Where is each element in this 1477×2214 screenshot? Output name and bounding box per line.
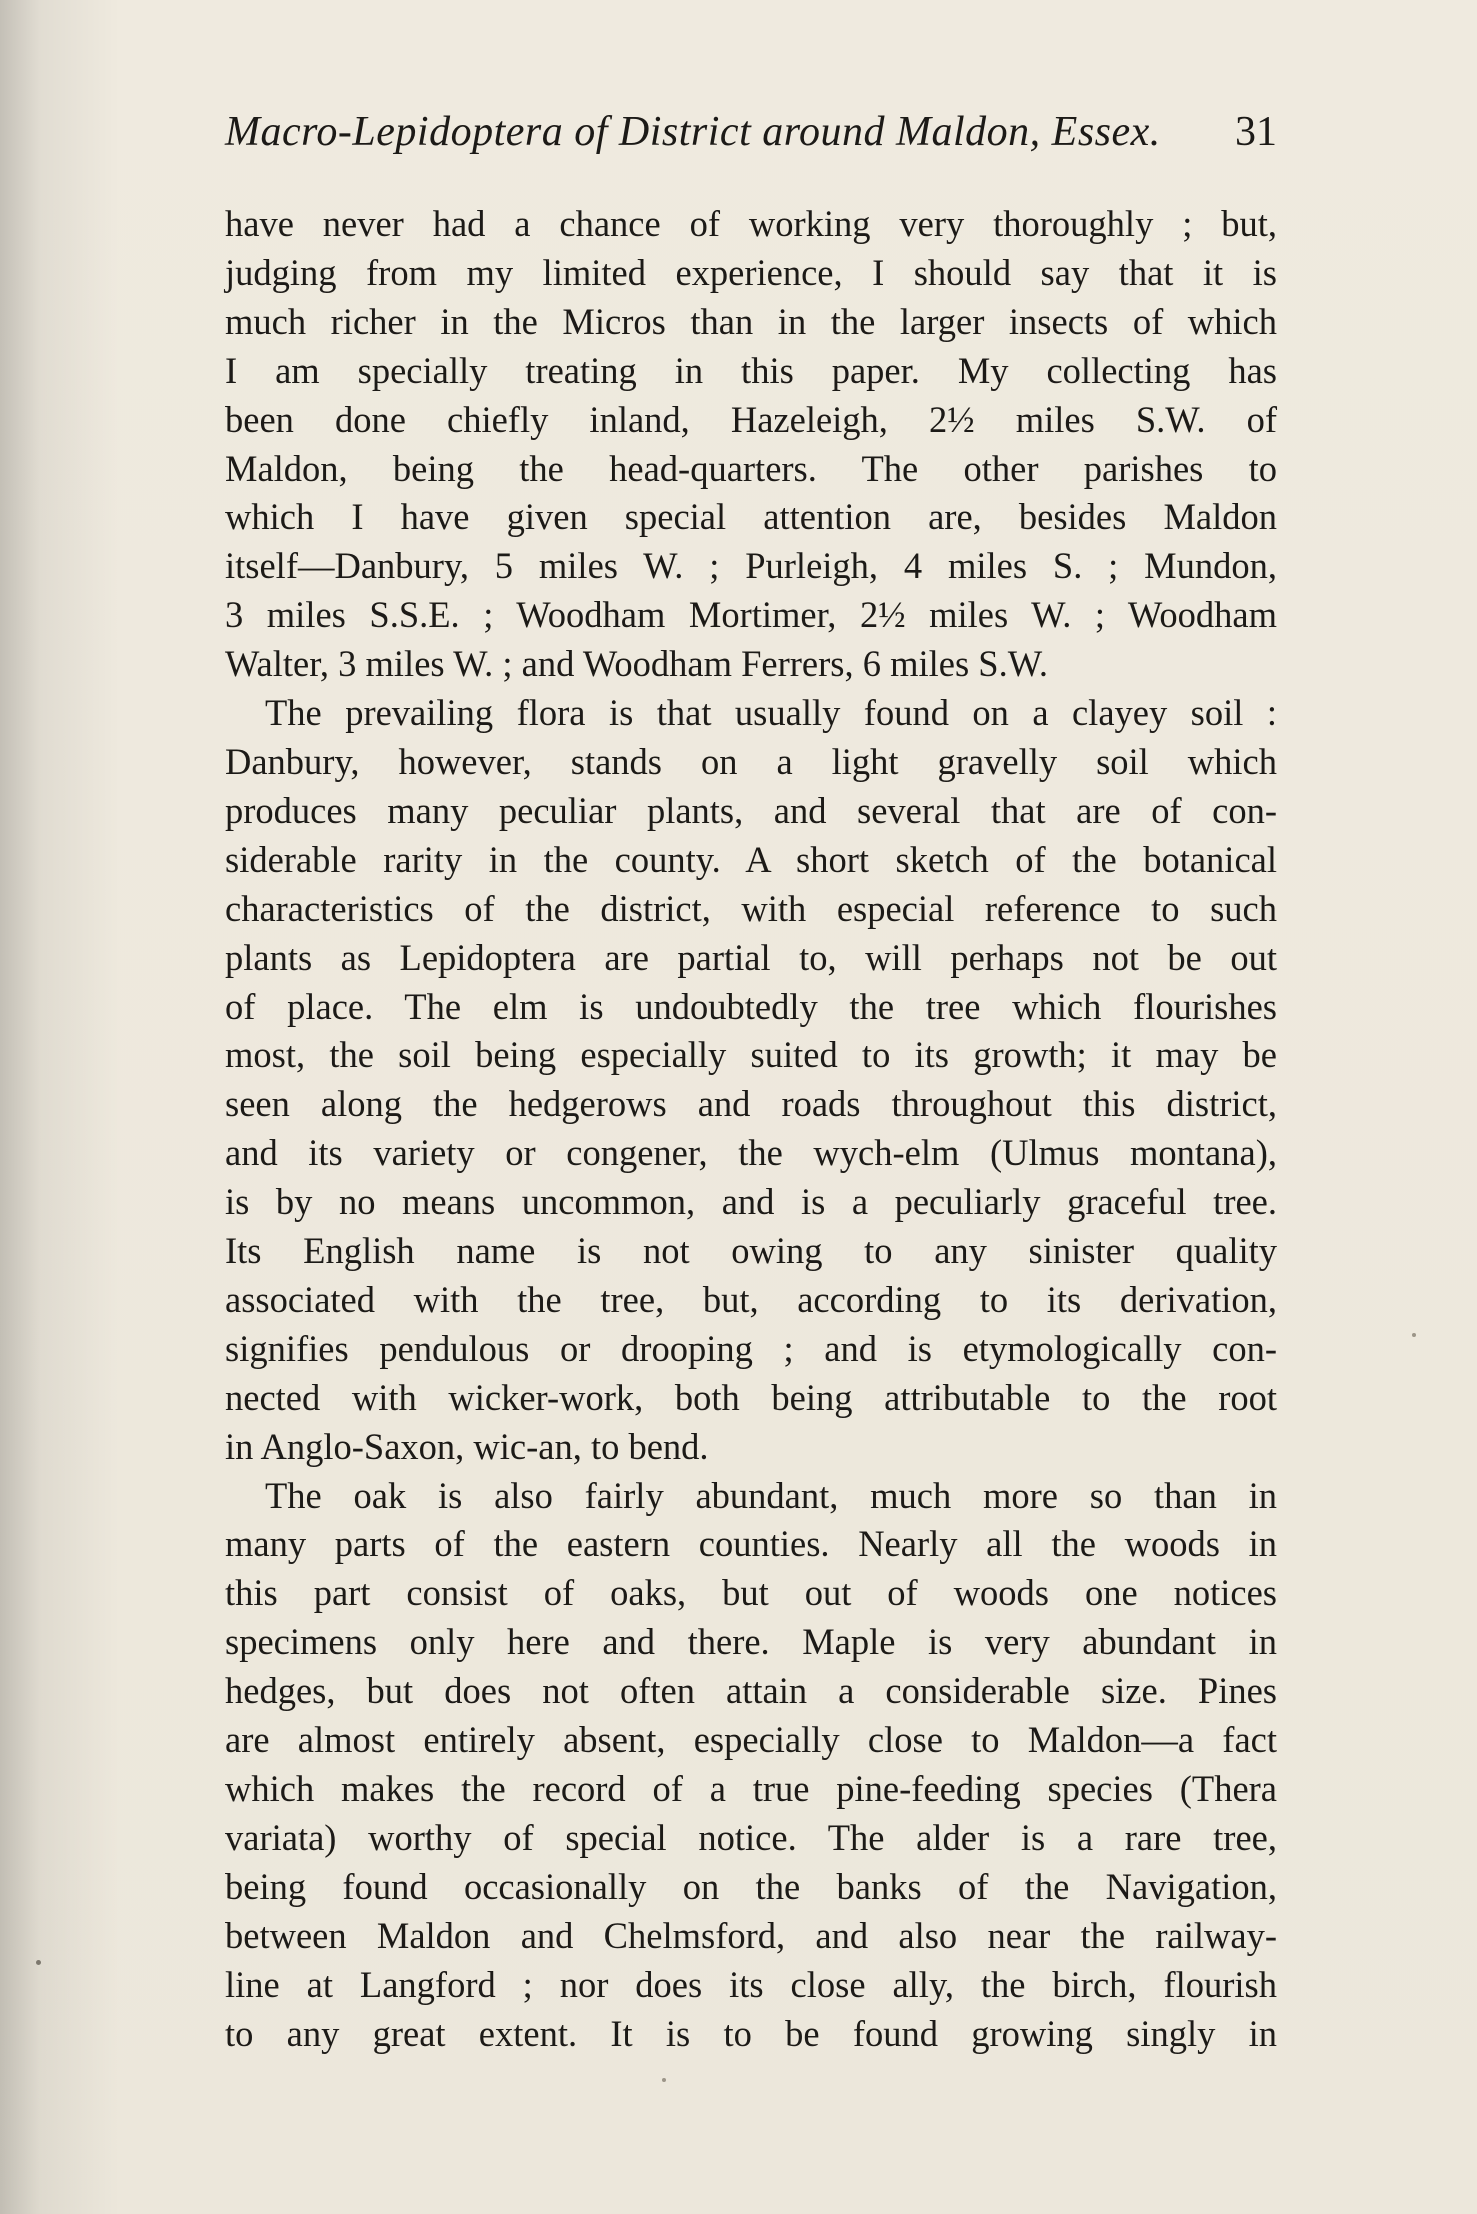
text-line: in Anglo-Saxon, wic-an, to bend. (225, 1425, 709, 1467)
text-line: characteristics of the district, with especial reference to such (225, 887, 1277, 929)
text-line: produces many peculiar plants, and several that are of con- (225, 789, 1277, 831)
text-line: plants as Lepidoptera are partial to, will perhaps not be out (225, 936, 1277, 978)
running-header (225, 108, 1277, 164)
text-line: between Maldon and Chelmsford, and also near the railway- (225, 1914, 1277, 1956)
text-line: hedges, but does not often attain a considerable size. Pines (225, 1670, 1277, 1712)
text-line: is by no means uncommon, and is a peculiarly graceful tree. (225, 1181, 1277, 1223)
text-line: nected with wicker-work, both being attributable to the root (225, 1376, 1277, 1418)
paragraph-3 (225, 1472, 1277, 2059)
text-line: Its English name is not owing to any sinister quality (225, 1230, 1277, 1272)
text-line: 3 miles S.S.E. ; Woodham Mortimer, 2½ miles W. ; Woodham (225, 594, 1277, 636)
paper-speck (662, 2078, 666, 2082)
text-line: this part consist of oaks, but out of woods one notices (225, 1572, 1277, 1614)
text-line: being found occasionally on the banks of the Navigation, (225, 1865, 1277, 1907)
running-title: Macro-Lepidoptera of District around Maldon, Essex. (225, 109, 1161, 155)
text-line: itself—Danbury, 5 miles W. ; Purleigh, 4 miles S. ; Mundon, (225, 545, 1277, 587)
text-line: judging from my limited experience, I should say that it is (225, 251, 1277, 293)
text-line: and its variety or congener, the wych-elm (Ulmus montana), (225, 1132, 1277, 1174)
text-line: many parts of the eastern counties. Nearly all the woods in (225, 1523, 1277, 1565)
paragraph-2 (225, 689, 1277, 1472)
text-line: are almost entirely absent, especially close to Maldon—a fact (225, 1719, 1277, 1761)
body-text (225, 200, 1277, 2058)
page-number: 31 (1235, 109, 1277, 155)
text-line: have never had a chance of working very thoroughly ; but, (225, 203, 1277, 244)
text-line: which makes the record of a true pine-feeding species (Thera (225, 1768, 1277, 1809)
text-line: variata) worthy of special notice. The alder is a rare tree, (225, 1816, 1277, 1858)
text-line: of place. The elm is undoubtedly the tree which flourishes (225, 985, 1277, 1027)
text-line: associated with the tree, but, according to its derivation, (225, 1278, 1277, 1320)
text-line: signifies pendulous or drooping ; and is etymologically con- (225, 1327, 1277, 1369)
text-line: been done chiefly inland, Hazeleigh, 2½ miles S.W. of (225, 398, 1277, 440)
text-line: line at Langford ; nor does its close ally, the birch, flourish (225, 1963, 1277, 2005)
text-line: Walter, 3 miles W. ; and Woodham Ferrers, 6 miles S.W. (225, 643, 1048, 685)
text-line: Danbury, however, stands on a light gravelly soil which (225, 740, 1277, 782)
text-line: most, the soil being especially suited to its growth; it may be (225, 1034, 1277, 1076)
text-line: I am specially treating in this paper. My collecting has (225, 349, 1277, 391)
text-line: The oak is also fairly abundant, much more so than in (265, 1474, 1277, 1516)
paper-speck (36, 1960, 41, 1965)
text-line: siderable rarity in the county. A short sketch of the botanical (225, 838, 1277, 880)
text-line: to any great extent. It is to be found growing singly in (225, 2012, 1277, 2054)
paragraph-1 (225, 200, 1277, 689)
text-line: The prevailing flora is that usually found on a clayey soil : (265, 692, 1277, 734)
text-line: specimens only here and there. Maple is very abundant in (225, 1621, 1277, 1663)
text-line: Maldon, being the head-quarters. The other parishes to (225, 447, 1277, 489)
text-line: much richer in the Micros than in the larger insects of which (225, 300, 1277, 342)
text-line: which I have given special attention are, besides Maldon (225, 496, 1277, 538)
paper-speck (1412, 1333, 1416, 1337)
text-line: seen along the hedgerows and roads throughout this district, (225, 1083, 1277, 1125)
